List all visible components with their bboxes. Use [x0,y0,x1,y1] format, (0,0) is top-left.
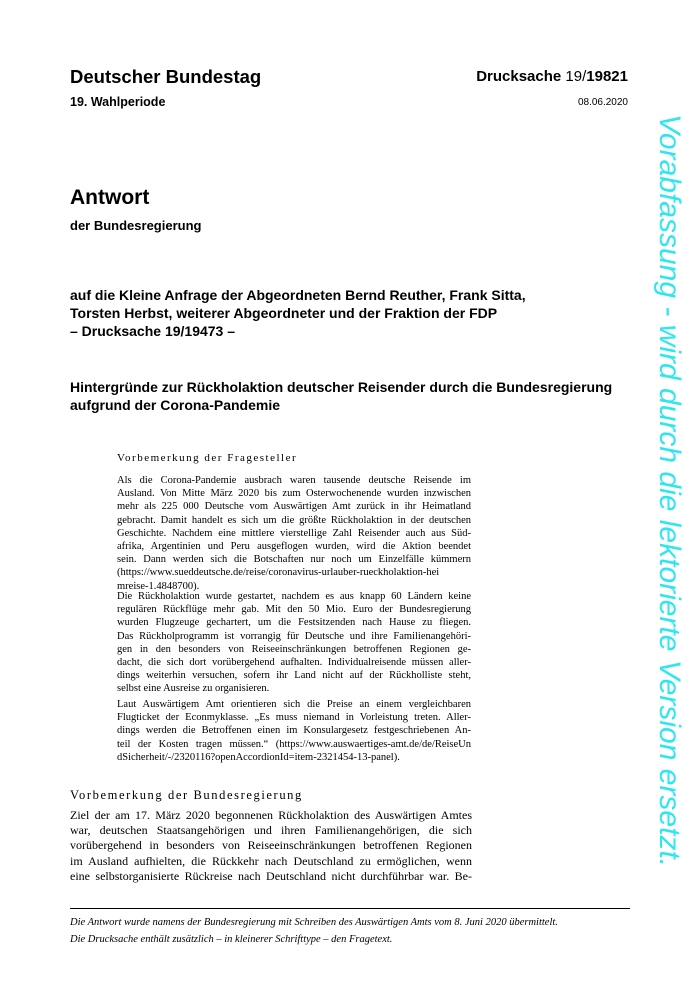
text-line: gebracht. Damit handelt es sich um die größte Rückholaktion in der deutschen [117,514,471,526]
text-line: war, deutschen Staatsangehörigen und ihren Familienangehörigen, die sich [70,823,472,838]
text-line: im Ausland aufhielten, die Rückkehr nach Deutschland zu ermöglichen, wenn [70,853,472,868]
document-author: der Bundesregierung [70,218,202,233]
vorabfassung-watermark [649,114,689,884]
text-line: mehr als 225 000 Deutsche vom Auswärtigen Amt zurück in ihr Heimatland [117,501,471,513]
text-line: (https://www.sueddeutsche.de/reise/coronavirus-urlauber-rueckholaktion-hei [117,567,440,579]
anfrage-line: – Drucksache 19/19473 – [70,323,236,339]
text-line: gen in den besonders von Reiseeinschränkungen betroffenen Regionen ge- [117,643,471,655]
document-date: 08.06.2020 [577,97,628,108]
fragesteller-paragraph-3 [117,698,471,764]
text-line: Ausland. Von Mitte März 2020 bis zum Osterwochenende wurden inzwischen [117,488,471,500]
fragesteller-paragraph-2 [117,590,471,696]
text-line: Flugticket der Econmyklasse. „Es muss niemand in Vorleistung treten. Aller- [117,712,471,724]
footer-note [70,914,558,948]
footer-line-1: Die Antwort wurde namens der Bundesregierung mit Schreiben des Auswärtigen Amts vom 8. Juni 2020 übermittelt. [70,917,558,928]
text-line: Die Rückholaktion wurde gestartet, nachdem es aus knapp 60 Ländern keine [117,591,471,602]
vorbemerkung-bundesregierung-heading: Vorbemerkung der Bundesregierung [70,788,303,802]
anfrage-reference [70,286,630,340]
text-line: mreise-1.4848700). [117,580,200,592]
footer-line-2: Die Drucksache enthält zusätzlich – in kleinerer Schrifttype – den Fragetext. [70,934,393,945]
text-line: Laut Auswärtigem Amt orientieren sich die Preise an einem vergleichbaren [117,699,471,710]
text-line: afrika, Argentinien und Peru ausgeflogen wurden, wird die Aktion beendet [117,541,471,553]
vorbemerkung-fragesteller-heading: Vorbemerkung der Fragesteller [117,452,298,464]
anfrage-line: auf die Kleine Anfrage der Abgeordneten Bernd Reuther, Frank Sitta, [70,287,526,303]
text-line: Das Rückholprogramm ist vorrangig für Deutsche und ihre Familienangehöri- [117,630,471,642]
text-line: selbst eine Ausreise zu organisieren. [117,683,270,695]
text-line: dacht, die sich dort vorübergehend aufhalten. Individualreisende müssen aller- [117,657,471,669]
watermark-text: Vorabfassung - wird durch die lektorierte Version ersetzt. [653,114,686,868]
text-line: dSicherheit/-/2320116?openAccordionId=item-2321454-13-panel). [117,751,400,763]
text-line: eine selbstorganisierte Rückreise nach Deutschland nicht durchführbar war. Be- [70,868,472,883]
text-line: dings werden die Betroffenen einen im Konsulargesetz festgeschriebenen An- [117,725,471,737]
text-line: dings weiterhin versuchen, sofern ihr Land nicht auf der Rückholliste steht, [117,670,471,682]
drucksache-label: Drucksache [476,68,562,85]
drucksache-prefix: 19/ [565,68,587,85]
subject-line: aufgrund der Corona-Pandemie [70,397,281,413]
drucksache-number [476,68,628,85]
text-line: teil der Kosten tragen müssen.“ (https://www.auswaertiges-amt.de/de/ReiseUn [117,738,471,750]
text-line: Als die Corona-Pandemie ausbrach waren tausende deutsche Reisende im [117,475,471,486]
text-line: Geschichte. Nachdem eine mittlere vierstellige Zahl Reisender auch aus Süd- [117,527,471,539]
bundestag-title: Deutscher Bundestag [70,66,262,87]
bundesregierung-paragraph [70,808,472,884]
text-line: Ziel der am 17. März 2020 begonnenen Rückholaktion des Auswärtigen Amtes [70,808,472,822]
text-line: regulären Rückflüge mehr gab. Mit den 50 Mio. Euro der Bundesregierung [117,604,471,616]
fragesteller-paragraph-1 [117,474,471,593]
subject-line: Hintergründe zur Rückholaktion deutscher Reisender durch die Bundesregierung [70,379,613,395]
wahlperiode: 19. Wahlperiode [70,95,166,109]
text-line: vorübergehend in besonders von Reiseeinschränkungen betroffenen Regionen [70,838,472,853]
text-line: wurden Flugzeuge gechartert, um die Festsitzenden nach Hause zu fliegen. [117,617,471,629]
footer-divider [70,908,630,909]
text-line: sein. Dann werden sich die Botschaften nur noch um Einzelfälle kümmern [117,554,471,566]
document-subject [70,378,640,414]
anfrage-line: Torsten Herbst, weiterer Abgeordneter und der Fraktion der FDP [70,305,498,321]
document-type: Antwort [70,186,150,209]
drucksache-suffix: 19821 [586,68,628,85]
